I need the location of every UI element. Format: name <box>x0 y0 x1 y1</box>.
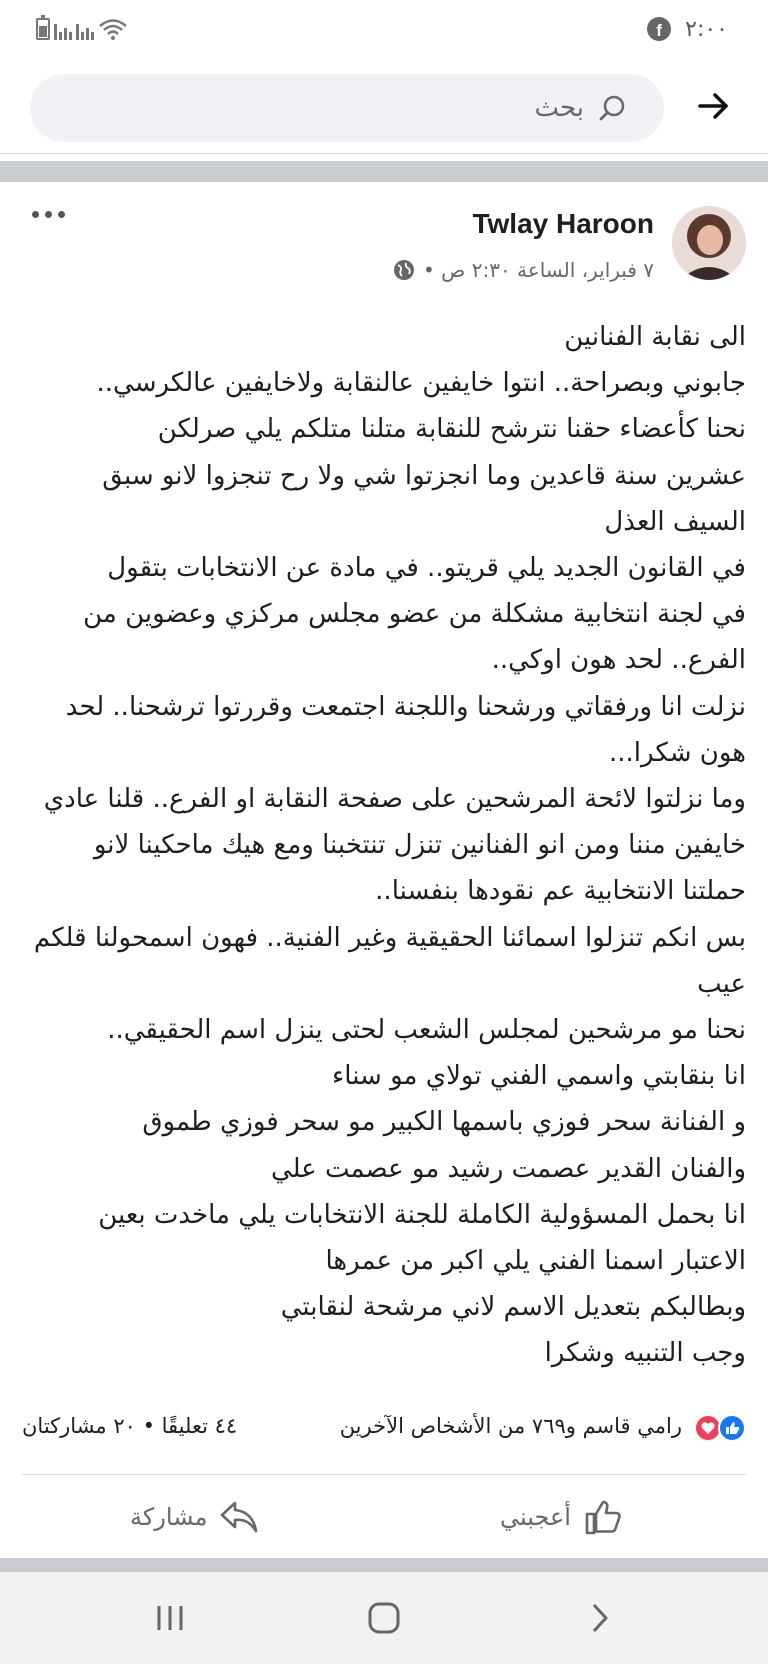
status-bar <box>0 0 768 60</box>
signal-icon <box>76 18 94 40</box>
share-label: مشاركة <box>130 1503 208 1531</box>
feed-divider <box>0 161 768 182</box>
system-nav-bar <box>0 1572 768 1664</box>
post-line: والفنان القدير عصمت رشيد مو عصمت علي <box>270 1153 746 1184</box>
signal-icon <box>54 18 72 40</box>
back-icon[interactable] <box>580 1598 620 1638</box>
arrow-right-icon[interactable] <box>696 88 732 124</box>
comments-shares-count[interactable]: ٤٤ تعليقًا • ٢٠ مشاركتان <box>22 1414 238 1438</box>
like-label: أعجبني <box>500 1503 571 1531</box>
dot-icon <box>45 211 52 218</box>
dot-icon <box>32 211 39 218</box>
battery-icon <box>36 18 50 40</box>
post-timestamp[interactable]: ٧ فبراير، الساعة ٢:٣٠ ص • <box>423 258 654 282</box>
post-card <box>0 182 768 1558</box>
reactions-text[interactable]: رامي قاسم و٧٦٩ من الأشخاص الآخرين <box>339 1414 682 1438</box>
post-line: انا بحمل المسؤولية الكاملة للجنة الانتخابات يلي ماخدت بعين الاعتبار اسمنا الفني يلي اكبر من عمرها <box>98 1199 746 1277</box>
post-line: وجب التنبيه وشكرا <box>544 1338 746 1369</box>
post-line: الى نقابة الفنانين <box>564 322 746 352</box>
post-body <box>26 314 746 1377</box>
wifi-icon <box>98 17 128 41</box>
post-line: عشرين سنة قاعدين وما انجزتوا شي ولا رح تنجزوا لانو سبق السيف العذل <box>102 460 746 537</box>
post-line: انا بنقابتي واسمي الفني تولاي مو سناء <box>332 1061 746 1092</box>
post-line: جابوني وبصراحة.. انتوا خايفين عالنقابة ولاخايفين عالكرسي.. <box>96 368 746 399</box>
post-line: في القانون الجديد يلي قريتو.. في مادة عن الانتخابات بتقول <box>107 553 746 584</box>
divider <box>22 1474 746 1475</box>
avatar[interactable] <box>672 206 746 280</box>
post-line: بس انكم تنزلوا اسمائنا الحقيقية وغير الفنية.. فهون اسمحولنا قلكم عيب <box>33 922 746 999</box>
reaction-icons <box>694 1414 746 1442</box>
thumbs-up-icon <box>583 1497 623 1537</box>
like-button[interactable] <box>500 1482 623 1552</box>
feed-divider <box>0 1558 768 1572</box>
status-icons <box>36 16 128 42</box>
post-author[interactable]: Twlay Haroon <box>472 208 654 239</box>
post-meta <box>393 258 654 282</box>
more-options-button[interactable] <box>32 202 72 226</box>
post-line: و الفنانة سحر فوزي باسمها الكبير مو سحر فوزي طموق <box>142 1107 746 1138</box>
recent-apps-icon[interactable] <box>150 1598 190 1638</box>
globe-icon <box>393 259 415 281</box>
share-button[interactable] <box>130 1482 259 1552</box>
clock: ٢:٠٠ <box>685 16 728 42</box>
facebook-icon: f <box>647 17 671 41</box>
post-line: نحنا مو مرشحين لمجلس الشعب لحتى ينزل اسم الحقيقي.. <box>107 1015 746 1046</box>
status-right <box>647 16 728 42</box>
share-icon <box>219 1497 259 1537</box>
post-line: في لجنة انتخابية مشكلة من عضو مجلس مركزي وعضوين من الفرع.. لحد هون اوكي.. <box>83 599 746 676</box>
dot-icon <box>58 211 65 218</box>
post-line: نزلت انا ورفقاتي ورشحنا واللجنة اجتمعت وقررتوا ترشحنا.. لحد هون شكرا... <box>65 691 746 768</box>
search-icon <box>598 94 628 124</box>
search-input[interactable] <box>184 88 584 128</box>
post-line: وما نزلتوا لائحة المرشحين على صفحة النقابة او الفرع.. قلنا عادي خايفين مننا ومن انو الفنانين تنزل تنتخبنا ومع هيك ماحكينا لانو حملتنا الانتخابية عم نقودها بنفسنا.. <box>43 784 746 907</box>
post-line: وبطالبكم بتعديل الاسم لاني مرشحة لنقابتي <box>280 1292 746 1323</box>
search-box[interactable] <box>30 74 664 142</box>
search-header <box>0 60 768 154</box>
post-line: نحنا كأعضاء حقنا نترشح للنقابة متلنا متلكم يلي صرلكن <box>157 414 746 445</box>
like-reaction-icon <box>718 1414 746 1442</box>
reactions-summary[interactable] <box>22 1408 746 1448</box>
home-icon[interactable] <box>364 1598 404 1638</box>
